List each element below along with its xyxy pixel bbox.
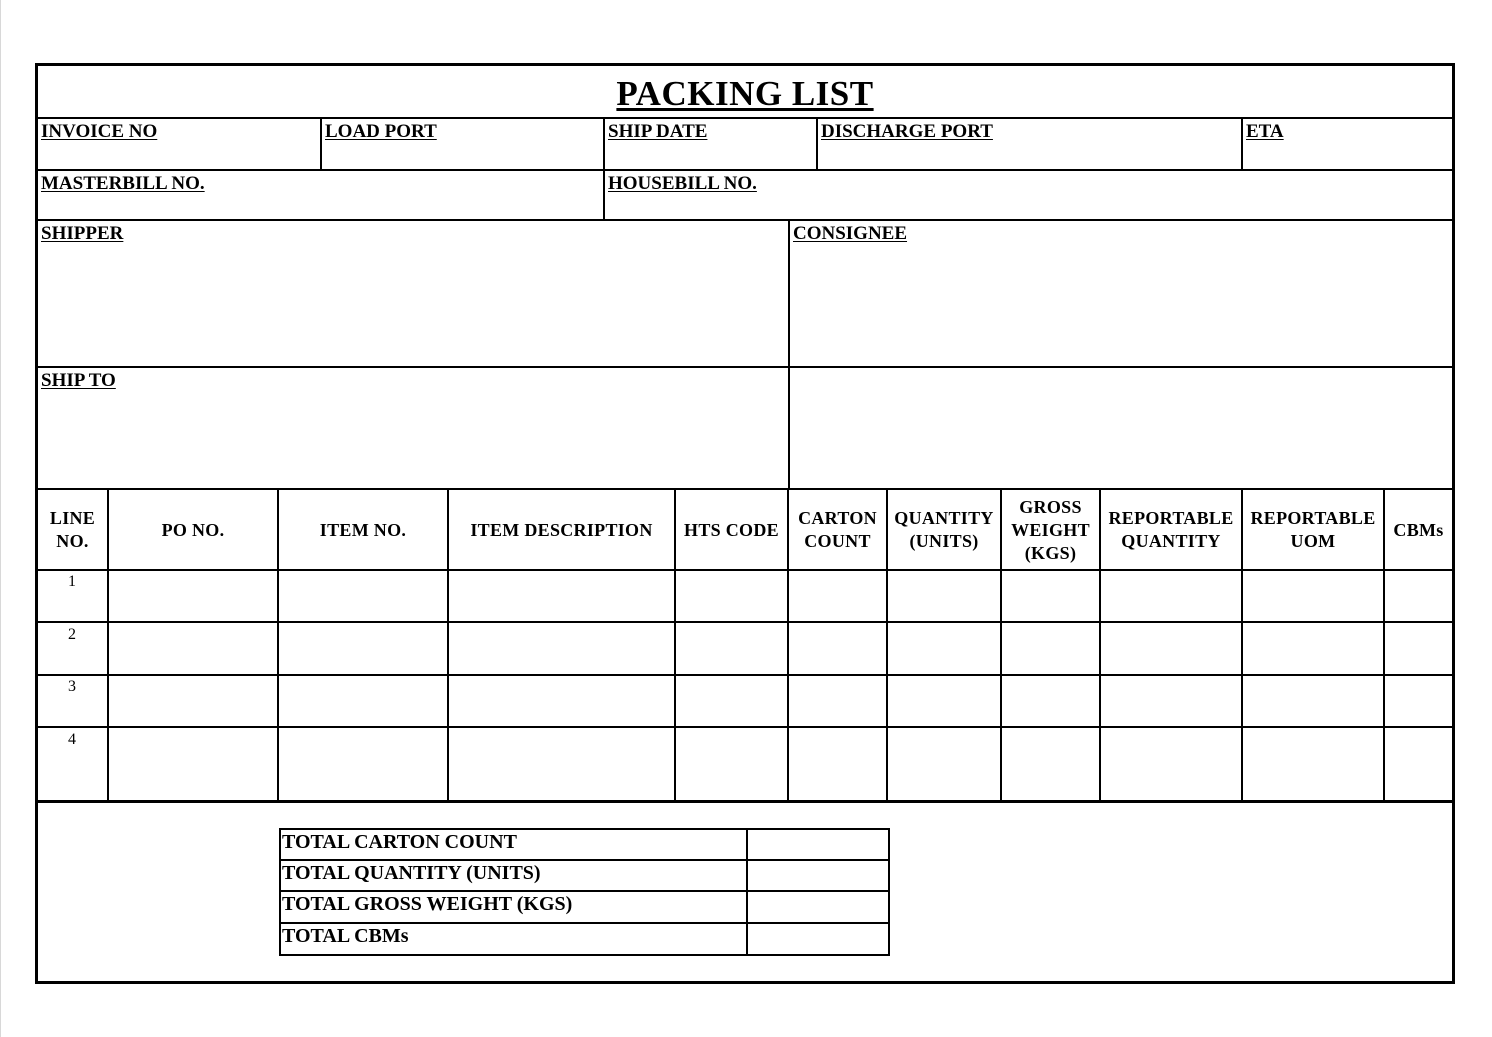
page-title: PACKING LIST xyxy=(616,74,874,113)
eta-label: ETA xyxy=(1246,121,1284,142)
column-header-gross-weight: GROSS WEIGHT (KGS) xyxy=(1011,496,1090,563)
load-port-field[interactable] xyxy=(322,119,603,169)
total-gross-weight-row xyxy=(281,892,888,923)
total-carton-count-row xyxy=(281,830,888,861)
consignee-label: CONSIGNEE xyxy=(793,223,908,244)
totals-table xyxy=(279,828,890,956)
housebill-no-label: HOUSEBILL NO. xyxy=(608,173,757,194)
column-header-reportable-quantity: REPORTABLE QUANTITY xyxy=(1108,508,1234,551)
shipper-field[interactable] xyxy=(38,221,788,366)
discharge-port-label: DISCHARGE PORT xyxy=(821,121,993,142)
column-header-cbms: CBMs xyxy=(1393,519,1444,540)
total-quantity-label: TOTAL QUANTITY (UNITS) xyxy=(282,862,541,884)
divider xyxy=(38,726,1452,728)
column-header-quantity-units: QUANTITY (UNITS) xyxy=(894,508,994,551)
total-cbms-value[interactable] xyxy=(748,924,888,955)
column-header-item-no: ITEM NO. xyxy=(319,519,407,540)
masterbill-no-field[interactable] xyxy=(38,171,603,219)
masterbill-no-label: MASTERBILL NO. xyxy=(41,173,205,194)
column-header-hts-code: HTS CODE xyxy=(684,519,779,540)
line-number: 1 xyxy=(68,573,76,590)
total-carton-count-label: TOTAL CARTON COUNT xyxy=(282,831,517,853)
consignee-field[interactable] xyxy=(790,221,1452,366)
total-cbms-label: TOTAL CBMs xyxy=(282,925,409,947)
housebill-no-field[interactable] xyxy=(605,171,1452,219)
line-number: 3 xyxy=(68,678,76,695)
divider xyxy=(38,800,1452,803)
column-header-reportable-uom: REPORTABLE UOM xyxy=(1250,508,1376,551)
ship-date-label: SHIP DATE xyxy=(608,121,708,142)
line-number: 2 xyxy=(68,626,76,643)
total-cbms-row xyxy=(281,924,888,955)
packing-list-form xyxy=(35,63,1455,984)
ship-to-field[interactable] xyxy=(38,368,788,488)
column-header-line-no: LINE NO. xyxy=(49,508,96,551)
divider xyxy=(38,674,1452,676)
ship-to-label: SHIP TO xyxy=(41,370,116,391)
invoice-no-label: INVOICE NO xyxy=(41,121,158,142)
discharge-port-field[interactable] xyxy=(818,119,1241,169)
divider xyxy=(38,621,1452,623)
column-header-item-description: ITEM DESCRIPTION xyxy=(470,519,653,540)
ship-to-blank-field[interactable] xyxy=(790,368,1452,488)
title-row xyxy=(38,66,1452,119)
column-header-carton-count: CARTON COUNT xyxy=(798,508,877,551)
invoice-no-field[interactable] xyxy=(38,119,320,169)
eta-field[interactable] xyxy=(1243,119,1452,169)
load-port-label: LOAD PORT xyxy=(325,121,437,142)
ship-date-field[interactable] xyxy=(605,119,816,169)
total-carton-count-value[interactable] xyxy=(748,830,888,861)
total-quantity-value[interactable] xyxy=(748,861,888,892)
column-header-po-no: PO NO. xyxy=(161,519,225,540)
total-quantity-row xyxy=(281,861,888,892)
shipper-label: SHIPPER xyxy=(41,223,124,244)
total-gross-weight-value[interactable] xyxy=(748,892,888,923)
page-edge xyxy=(0,0,1,1037)
line-number: 4 xyxy=(68,731,76,748)
total-gross-weight-label: TOTAL GROSS WEIGHT (KGS) xyxy=(282,893,573,915)
